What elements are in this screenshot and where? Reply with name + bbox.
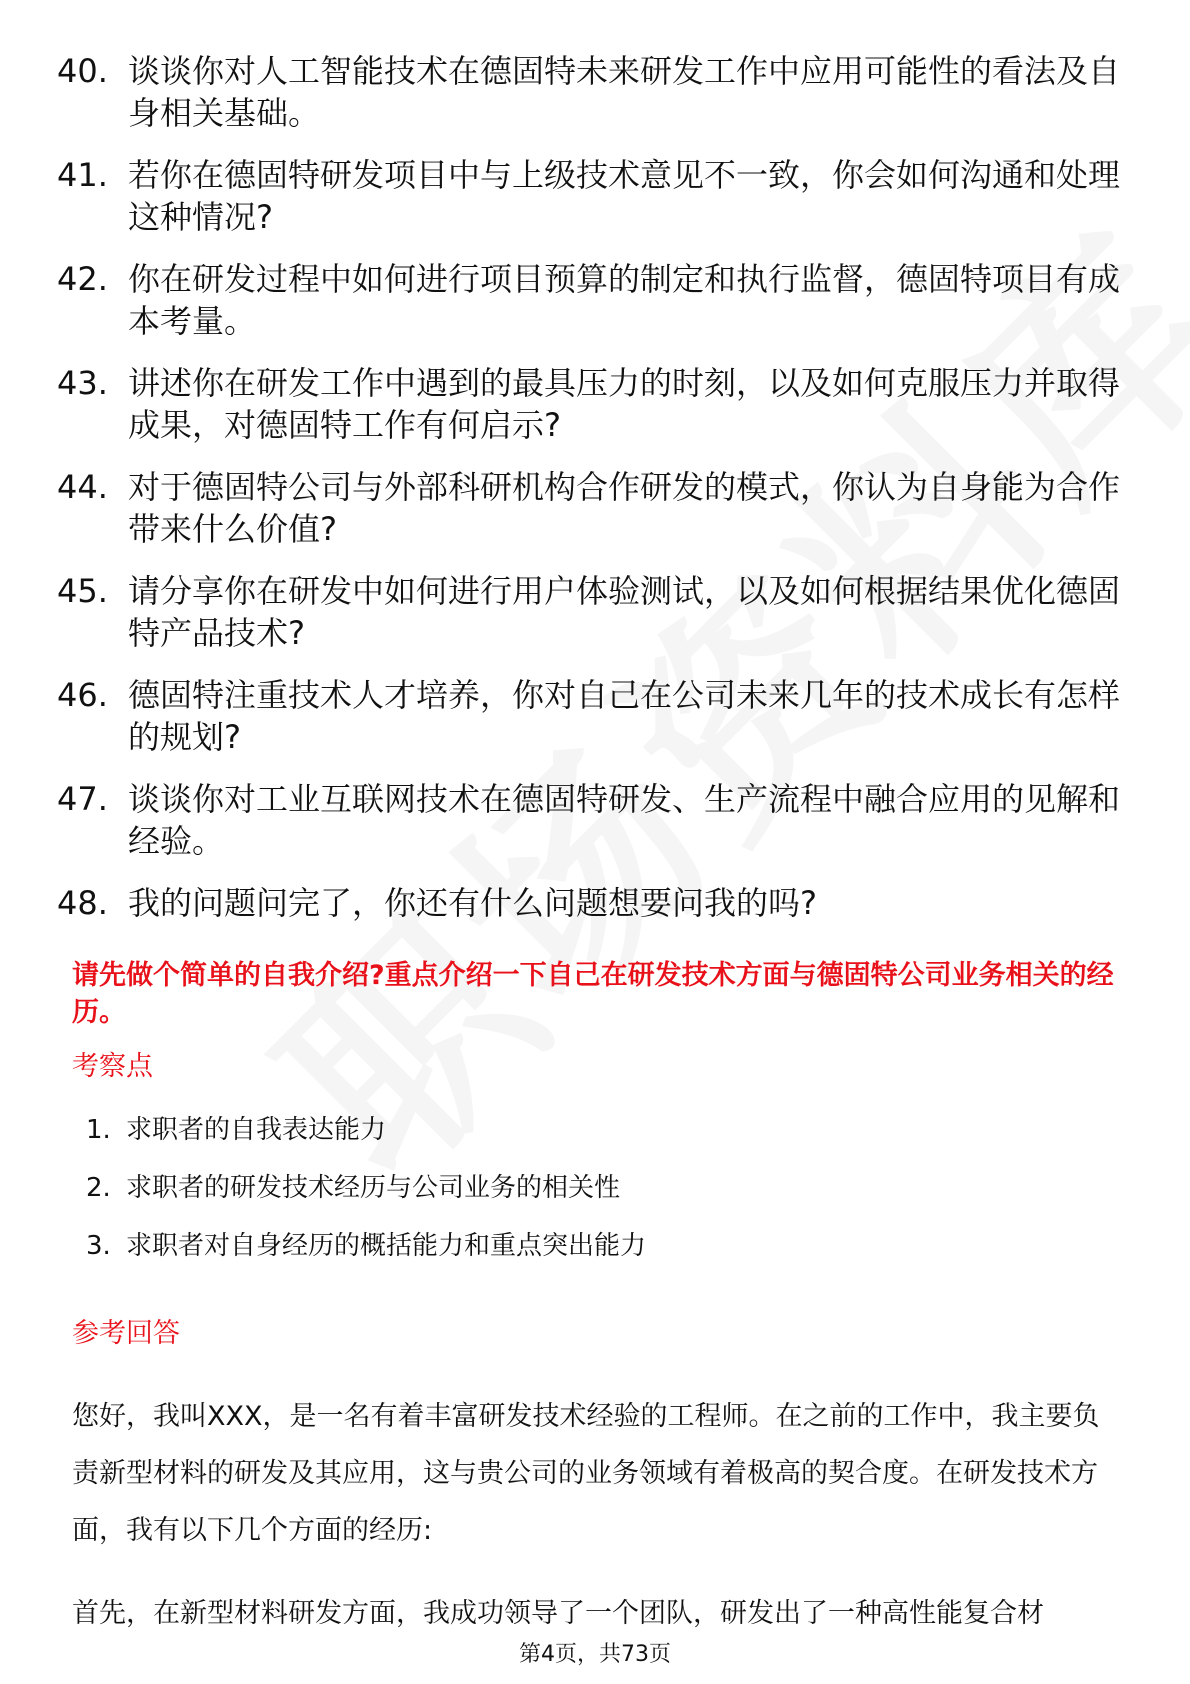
question-item (0, 154, 1190, 258)
list-item (0, 1113, 1190, 1171)
question-number: 42. (57, 260, 108, 298)
point-number: 2. (86, 1173, 111, 1203)
question-item (0, 570, 1190, 674)
answer-paragraph: 您好，我叫XXX，是一名有着丰富研发技术经验的工程师。在之前的工作中，我主要负责新型材料的研发及其应用，这与贵公司的业务领域有着极高的契合度。在研发技术方面，我有以下几个方面的经历: (72, 1401, 1100, 1546)
question-list (0, 50, 1190, 986)
question-number: 48. (57, 884, 108, 922)
answer-paragraph: 首先，在新型材料研发方面，我成功领导了一个团队，研发出了一种高性能复合材 (72, 1598, 1044, 1629)
section-title-cankao: 参考回答 (72, 1318, 180, 1349)
question-text: 讲述你在研发工作中遇到的最具压力的时刻，以及如何克服压力并取得成果，对德固特工作有何启示? (128, 364, 1121, 444)
question-item (0, 258, 1190, 362)
question-number: 41. (57, 156, 108, 194)
question-number: 44. (57, 468, 108, 506)
question-text: 请分享你在研发中如何进行用户体验测试，以及如何根据结果优化德固特产品技术? (128, 572, 1121, 652)
question-number: 47. (57, 780, 108, 818)
question-number: 45. (57, 572, 108, 610)
question-text: 德固特注重技术人才培养，你对自己在公司未来几年的技术成长有怎样的规划? (128, 676, 1121, 756)
question-item (0, 50, 1190, 154)
question-number: 40. (57, 52, 108, 90)
point-number: 3. (86, 1231, 111, 1261)
list-item (0, 1171, 1190, 1229)
section-title-kaochadian: 考察点 (72, 1051, 153, 1082)
question-item (0, 674, 1190, 778)
point-number: 1. (86, 1115, 111, 1145)
question-text: 你在研发过程中如何进行项目预算的制定和执行监督，德固特项目有成本考量。 (128, 260, 1121, 340)
question-number: 46. (57, 676, 108, 714)
question-text: 谈谈你对工业互联网技术在德固特研发、生产流程中融合应用的见解和经验。 (128, 780, 1121, 860)
question-item (0, 466, 1190, 570)
points-list (0, 1113, 1190, 1287)
question-text: 谈谈你对人工智能技术在德固特未来研发工作中应用可能性的看法及自身相关基础。 (128, 52, 1121, 132)
question-text: 对于德固特公司与外部科研机构合作研发的模式，你认为自身能为合作带来什么价值? (128, 468, 1121, 548)
page-footer: 第4页，共73页 (519, 1642, 671, 1667)
main-question-heading: 请先做个简单的自我介绍?重点介绍一下自己在研发技术方面与德固特公司业务相关的经历。 (72, 960, 1114, 1028)
question-text: 我的问题问完了，你还有什么问题想要问我的吗? (128, 884, 817, 922)
point-text: 求职者的自我表达能力 (126, 1115, 387, 1145)
question-text: 若你在德固特研发项目中与上级技术意见不一致，你会如何沟通和处理这种情况? (128, 156, 1121, 236)
list-item (0, 1229, 1190, 1287)
point-text: 求职者对自身经历的概括能力和重点突出能力 (126, 1231, 647, 1261)
question-item (0, 778, 1190, 882)
point-text: 求职者的研发技术经历与公司业务的相关性 (126, 1173, 621, 1203)
question-number: 43. (57, 364, 108, 402)
question-item (0, 362, 1190, 466)
